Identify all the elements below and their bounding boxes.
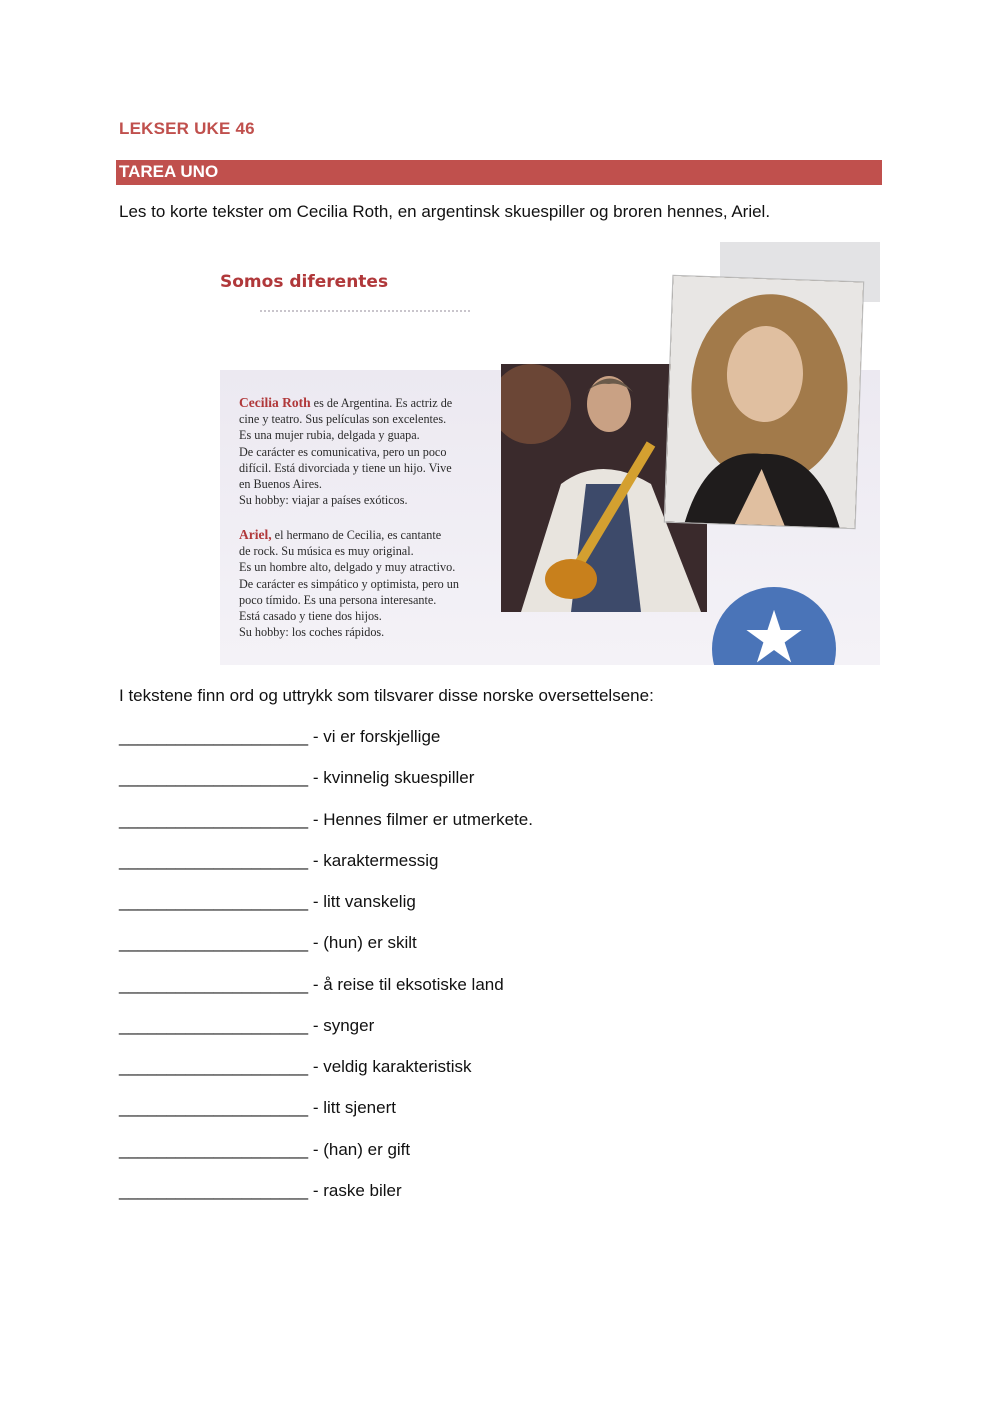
intro-text: Les to korte tekster om Cecilia Roth, en argentinsk skuespiller og broren hennes, Ariel.: [119, 202, 771, 221]
bio-line: Está casado y tiene dos hijos.: [239, 609, 382, 624]
bio-line: en Buenos Aires.: [239, 477, 322, 492]
exercise-item: [119, 768, 533, 809]
ariel-name: Ariel,: [239, 527, 272, 542]
translation-text: - kvinnelig skuespiller: [308, 768, 475, 788]
translation-text: - litt sjenert: [308, 1098, 396, 1118]
answer-blank[interactable]: ____________________: [119, 1139, 309, 1159]
bio-line: Cecilia Roth es de Argentina. Es actriz de: [239, 395, 453, 410]
exercise-list: [119, 727, 533, 1222]
exercise-item: [119, 1140, 533, 1181]
bio-line: Su hobby: viajar a países exóticos.: [239, 493, 408, 508]
translation-text: - karaktermessig: [308, 850, 439, 870]
bio-line: Es una mujer rubia, delgada y guapa.: [239, 428, 420, 443]
cecilia-name: Cecilia Roth: [239, 395, 311, 410]
bio-line: De carácter es simpático y optimista, pero un: [239, 576, 459, 591]
decorative-dots: [260, 310, 470, 314]
page-title: LEKSER UKE 46: [119, 119, 255, 138]
cecilia-portrait-photo: [664, 275, 865, 530]
bio-line: Ariel, el hermano de Cecilia, es cantante: [239, 527, 442, 542]
star-icon: ★: [741, 595, 807, 665]
exercise-item: [119, 851, 533, 892]
exercise-item: [119, 1098, 533, 1139]
cecilia-bio: [239, 395, 499, 508]
bio-line: difícil. Está divorciada y tiene un hijo. Vive: [239, 460, 452, 475]
answer-blank[interactable]: ____________________: [119, 1180, 309, 1200]
bio-line: De carácter es comunicativa, pero un poco: [239, 444, 447, 459]
answer-blank[interactable]: ____________________: [119, 1098, 309, 1118]
bio-line: Su hobby: los coches rápidos.: [239, 625, 385, 640]
textbook-excerpt-image: [180, 242, 880, 665]
answer-blank[interactable]: ____________________: [119, 850, 309, 870]
answer-blank[interactable]: ____________________: [119, 933, 309, 953]
translation-text: - veldig karakteristisk: [308, 1057, 472, 1076]
translation-text: - litt vanskelig: [308, 892, 416, 911]
exercise-item: [119, 975, 533, 1016]
ariel-bio: [239, 527, 499, 640]
answer-blank[interactable]: ____________________: [119, 809, 309, 829]
section-header-bar: [116, 160, 882, 185]
translation-text: - raske biler: [308, 1180, 402, 1200]
exercise-item: [119, 810, 533, 851]
answer-blank[interactable]: ____________________: [119, 974, 309, 994]
answer-blank[interactable]: ____________________: [119, 1015, 309, 1035]
translation-text: - (han) er gift: [308, 1139, 411, 1159]
translation-text: - å reise til eksotiske land: [308, 974, 504, 994]
bio-line: de rock. Su música es muy original.: [239, 544, 414, 559]
translation-text: - Hennes filmer er utmerkete.: [308, 809, 533, 829]
answer-blank[interactable]: ____________________: [119, 768, 309, 788]
exercise-item: [119, 1057, 533, 1098]
exercise-item: [119, 1016, 533, 1057]
exercise-item: [119, 1181, 533, 1222]
answer-blank[interactable]: ____________________: [119, 727, 309, 746]
exercise-item: [119, 933, 533, 974]
bio-line: Es un hombre alto, delgado y muy atractivo.: [239, 560, 456, 575]
translation-text: - synger: [308, 1015, 375, 1035]
portrait-illustration: [665, 276, 863, 528]
exercise-instruction: I tekstene finn ord og uttrykk som tilsvarer disse norske oversettelsene:: [119, 686, 654, 705]
exercise-item: [119, 727, 533, 768]
excerpt-heading: Somos diferentes: [220, 272, 389, 292]
bio-line: poco tímido. Es una persona interesante.: [239, 592, 437, 607]
exercise-item: [119, 892, 533, 933]
bio-line: cine y teatro. Sus películas son excelentes.: [239, 412, 447, 427]
answer-blank[interactable]: ____________________: [119, 892, 309, 911]
section-title: TAREA UNO: [119, 162, 219, 181]
translation-text: - vi er forskjellige: [308, 727, 441, 746]
translation-text: - (hun) er skilt: [308, 933, 417, 953]
answer-blank[interactable]: ____________________: [119, 1057, 309, 1076]
